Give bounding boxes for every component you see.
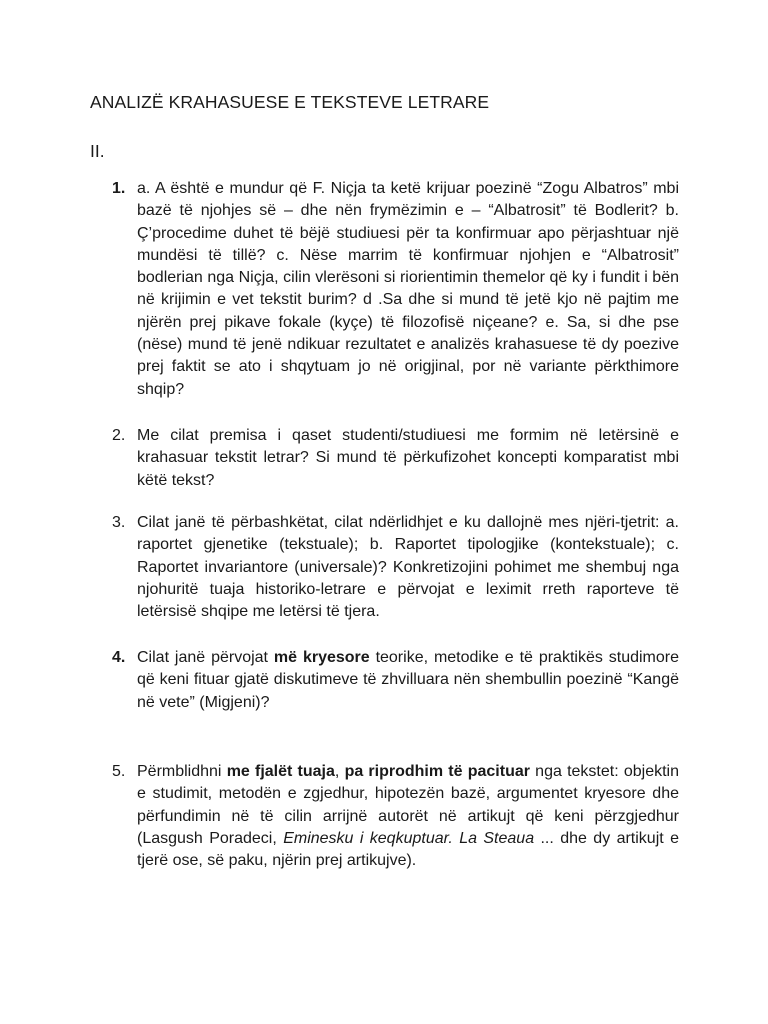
section-number: II.: [90, 141, 105, 161]
list-item: [112, 425, 679, 492]
item-number: 4.: [112, 649, 126, 666]
question-text: Cilat janë të përbashkëtat, cilat ndërlidhjet e ku dallojnë mes njëri-tjetrit: a. raportet gjenetike (tekstuale); b. Raportet tipologjike (kontekstuale); c. Raportet invariantore (universale)? Konkretizojini pohimet me shembuj nga njohuritë tuaja historiko-letrare e përvojat e leximit rreth raporteve të letërsisë shqipe me letërsi të tjera.: [137, 514, 679, 621]
item-text: [137, 761, 679, 872]
question-text: teorike, metodike e të praktikës studimore që keni fituar gjatë diskutimeve të zhvilluara nën shembullin poezinë “Kangë në vete” (Migjeni)?: [137, 649, 679, 711]
question-text: Cilat janë përvojat: [137, 649, 274, 666]
question-text: ,: [334, 763, 345, 780]
question-text: Me cilat premisa i qaset studenti/studiuesi me formim në letërsinë e krahasuar tekstit letrar? Si mund të përkufizohet koncepti komparatist mbi këtë tekst?: [137, 427, 679, 489]
list-item: [112, 512, 679, 623]
list-item: [112, 178, 679, 401]
question-text: ... dhe dy artikujt e tjerë ose, së paku, njërin prej artikujve).: [137, 829, 679, 870]
list-item: [112, 647, 679, 714]
item-number: 3.: [112, 514, 126, 531]
page-title: ANALIZË KRAHASUESE E TEKSTEVE LETRARE: [90, 92, 490, 112]
item-text: [137, 425, 679, 492]
item-text: [137, 512, 679, 623]
italic-text: Eminesku i keqkuptuar. La Steaua: [283, 829, 535, 847]
emphasis-text: më kryesore: [273, 649, 370, 666]
item-text: [137, 647, 679, 714]
item-number: 2.: [112, 427, 126, 444]
question-text: nga tekstet: objektin e studimit, metodën e zgjedhur, hipotezën bazë, argumentet kryesore dhe përfundimin në të cilin arrijnë autorët në artikujt që keni përzgjedhur (Lasgush Poradeci,: [137, 763, 680, 847]
emphasis-text: me fjalët tuaja: [226, 763, 335, 780]
item-number: 5.: [112, 763, 126, 780]
question-text: a. A është e mundur që F. Niçja ta ketë krijuar poezinë “Zogu Albatros” mbi bazë të njohjes së – dhe nën frymëzimin e – “Albatrosit” të Bodlerit? b. Ç’procedime duhet të bëjë studiuesi për ta konfirmuar apo përjashtuar një mundësi të tillë? c. Nëse marrim të konfirmuar njohjen e “Albatrosit” bodlerian nga Niçja, cilin vlerësoni si riorientimin themelor që ky i fundit i bën në krijimin e vet tekstit burim? d .Sa dhe si mund të jetë kjo në pajtim me njërën prej pikave fokale (kyçe) të filozofisë niçeane? e. Sa, si dhe pse (nëse) mund të jenë ndikuar rezultatet e analizës krahasuese të dy poezive prej faktit se ato i shqytuam jo në origjinal, por në variante përkthimore shqip?: [137, 180, 679, 398]
item-text: [137, 178, 679, 401]
question-text: Përmblidhni: [137, 763, 227, 780]
list-item: [112, 761, 679, 872]
emphasis-text: pa riprodhim të pacituar: [344, 763, 530, 780]
item-number: 1.: [112, 180, 126, 197]
